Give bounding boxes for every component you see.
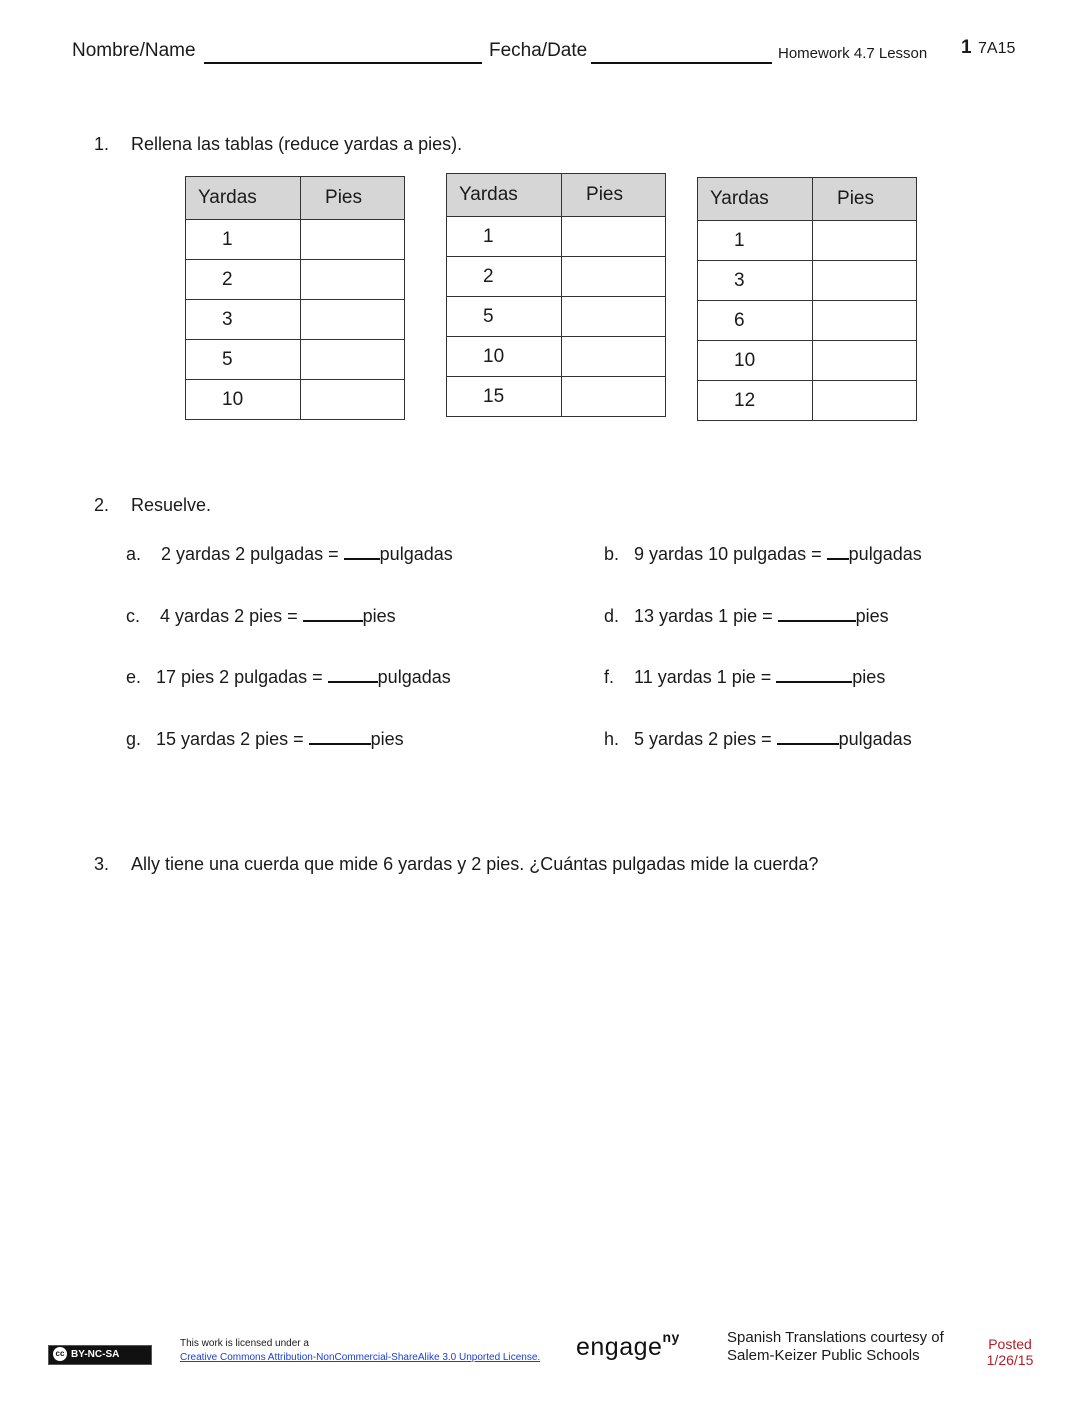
table-row [186, 220, 405, 260]
problem-text: 2 yardas 2 pulgadas = [161, 544, 344, 564]
problem-letter: a. [126, 544, 142, 564]
yard-value: 2 [447, 257, 562, 297]
problem-unit: pulgadas [379, 544, 453, 564]
yard-value: 15 [447, 377, 562, 417]
problem-text: 4 yardas 2 pies = [160, 606, 303, 626]
problem-text: 13 yardas 1 pie = [634, 606, 778, 626]
posted-label: Posted [988, 1336, 1032, 1352]
table-row [447, 257, 666, 297]
feet-answer-cell[interactable] [562, 257, 666, 297]
table-row [186, 300, 405, 340]
problem-text: 9 yardas 10 pulgadas = [634, 544, 827, 564]
feet-answer-cell[interactable] [562, 337, 666, 377]
yard-value: 3 [186, 300, 301, 340]
problem-c [126, 604, 396, 627]
q2-prompt: Resuelve. [131, 495, 212, 515]
table-header-pies: Pies [301, 177, 405, 220]
feet-answer-cell[interactable] [813, 341, 917, 381]
problem-e [126, 665, 451, 688]
name-label: Nombre/Name [72, 40, 196, 61]
feet-answer-cell[interactable] [301, 220, 405, 260]
feet-answer-cell[interactable] [813, 301, 917, 341]
q1-prompt: Rellena las tablas (reduce yardas a pies). [131, 134, 463, 154]
feet-answer-cell[interactable] [562, 217, 666, 257]
q3-prompt: Ally tiene una cuerda que mide 6 yardas y 2 pies. ¿Cuántas pulgadas mide la cuerda? [131, 854, 819, 874]
problem-letter: c. [126, 606, 141, 626]
table-header-yardas: Yardas [186, 177, 301, 220]
translation-credit [727, 1329, 944, 1365]
conversion-table-3 [697, 177, 917, 421]
table-row [698, 381, 917, 421]
yard-value: 1 [447, 217, 562, 257]
yard-value: 1 [698, 221, 813, 261]
yard-value: 12 [698, 381, 813, 421]
yard-value: 1 [186, 220, 301, 260]
table-row [698, 341, 917, 381]
posted-date: 1/26/15 [986, 1352, 1034, 1368]
feet-answer-cell[interactable] [301, 300, 405, 340]
q1-number: 1. [94, 134, 110, 154]
yard-value: 2 [186, 260, 301, 300]
cc-license-badge [48, 1345, 152, 1365]
table-row [186, 380, 405, 420]
table-header-yardas: Yardas [447, 174, 562, 217]
problem-text: 11 yardas 1 pie = [634, 667, 777, 687]
date-field[interactable] [591, 62, 772, 64]
cc-license-label: BY-NC-SA [71, 1349, 120, 1360]
table-row [698, 261, 917, 301]
answer-blank[interactable] [344, 542, 380, 560]
problem-text: 17 pies 2 pulgadas = [156, 667, 328, 687]
answer-blank[interactable] [309, 727, 371, 745]
homework-label: Homework 4.7 Lesson [778, 45, 928, 62]
feet-answer-cell[interactable] [562, 377, 666, 417]
logo-text: engage [576, 1333, 663, 1361]
table-row [698, 301, 917, 341]
problem-d [604, 604, 889, 627]
feet-answer-cell[interactable] [813, 381, 917, 421]
problem-unit: pulgadas [848, 544, 922, 564]
table-header-yardas: Yardas [698, 178, 813, 221]
problem-letter: f. [604, 667, 615, 687]
lesson-code: 7A15 [978, 40, 1016, 57]
q2-number: 2. [94, 495, 110, 515]
problem-a [126, 542, 453, 565]
problem-f [604, 665, 885, 688]
table-row [447, 337, 666, 377]
table-row [447, 297, 666, 337]
problem-unit: pies [370, 729, 404, 749]
credit-line-2: Salem-Keizer Public Schools [727, 1347, 920, 1364]
answer-blank[interactable] [776, 665, 852, 683]
q3-number: 3. [94, 854, 110, 874]
feet-answer-cell[interactable] [813, 261, 917, 301]
license-link[interactable]: Creative Commons Attribution-NonCommercial-ShareAlike 3.0 Unported License. [180, 1352, 541, 1363]
problem-b [604, 542, 922, 565]
feet-answer-cell[interactable] [813, 221, 917, 261]
problem-letter: d. [604, 606, 620, 626]
problem-letter: g. [126, 729, 142, 749]
yard-value: 10 [186, 380, 301, 420]
license-intro: This work is licensed under a [180, 1338, 309, 1349]
conversion-table-2 [446, 173, 666, 417]
conversion-table-1 [185, 176, 405, 420]
yard-value: 5 [186, 340, 301, 380]
problem-g [126, 727, 404, 750]
problem-h [604, 727, 912, 750]
engageny-logo [576, 1329, 680, 1362]
cc-icon: cc [53, 1347, 67, 1361]
problem-unit: pulgadas [838, 729, 912, 749]
module-number: 1 [961, 37, 972, 58]
table-header-pies: Pies [562, 174, 666, 217]
problem-unit: pies [852, 667, 886, 687]
table-row [447, 377, 666, 417]
problem-text: 15 yardas 2 pies = [156, 729, 309, 749]
problem-text: 5 yardas 2 pies = [634, 729, 777, 749]
problem-unit: pies [855, 606, 889, 626]
answer-blank[interactable] [328, 665, 378, 683]
table-row [447, 217, 666, 257]
credit-line-1: Spanish Translations courtesy of [727, 1329, 944, 1346]
yard-value: 5 [447, 297, 562, 337]
problem-letter: h. [604, 729, 620, 749]
yard-value: 3 [698, 261, 813, 301]
feet-answer-cell[interactable] [562, 297, 666, 337]
date-label: Fecha/Date [489, 40, 588, 61]
table-row [186, 340, 405, 380]
feet-answer-cell[interactable] [301, 260, 405, 300]
feet-answer-cell[interactable] [301, 380, 405, 420]
problem-letter: b. [604, 544, 620, 564]
yard-value: 10 [447, 337, 562, 377]
answer-blank[interactable] [303, 604, 363, 622]
name-field[interactable] [204, 62, 482, 64]
problem-letter: e. [126, 667, 142, 687]
answer-blank[interactable] [777, 727, 839, 745]
answer-blank[interactable] [778, 604, 856, 622]
problem-unit: pulgadas [377, 667, 451, 687]
answer-blank[interactable] [827, 542, 849, 560]
posted-stamp [982, 1336, 1038, 1368]
yard-value: 10 [698, 341, 813, 381]
table-row [186, 260, 405, 300]
yard-value: 6 [698, 301, 813, 341]
table-header-pies: Pies [813, 178, 917, 221]
table-row [698, 221, 917, 261]
feet-answer-cell[interactable] [301, 340, 405, 380]
problem-unit: pies [362, 606, 396, 626]
logo-sup: ny [662, 1329, 680, 1345]
